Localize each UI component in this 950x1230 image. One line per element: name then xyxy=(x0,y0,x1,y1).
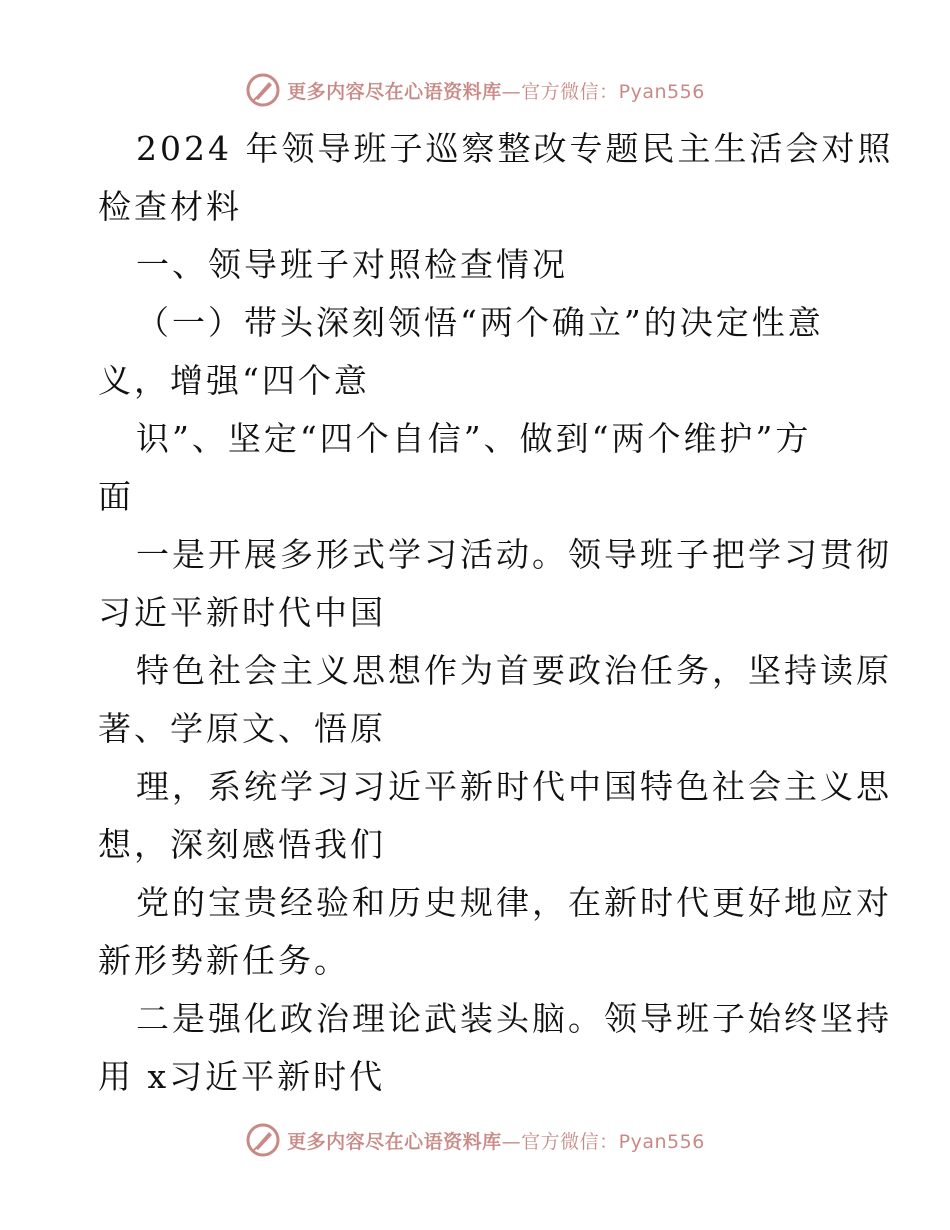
document-line: 党的宝贵经验和历史规律，在新时代更好地应对 xyxy=(136,883,892,922)
watermark-separator: — xyxy=(501,80,522,103)
watermark-text xyxy=(287,1127,705,1154)
document-line: 面 xyxy=(98,477,134,516)
document-line: 一、领导班子对照检查情况 xyxy=(136,245,568,284)
watermark-text xyxy=(287,77,705,104)
watermark-header xyxy=(0,68,950,112)
quill-seal-icon xyxy=(245,1122,281,1158)
document-line: （一）带头深刻领悟“两个确立”的决定性意 xyxy=(136,303,824,342)
watermark-suffix: 官方微信：Pyan556 xyxy=(521,80,705,103)
document-line: 新形势新任务。 xyxy=(98,941,350,980)
document-line: 想，深刻感悟我们 xyxy=(98,825,386,864)
watermark-suffix: 官方微信：Pyan556 xyxy=(521,1130,705,1153)
document-body xyxy=(98,120,894,1106)
document-line: 一是开展多形式学习活动。领导班子把学习贯彻 xyxy=(136,535,892,574)
watermark-footer xyxy=(0,1118,950,1162)
quill-seal-icon xyxy=(245,72,281,108)
document-line: 著、学原文、悟原 xyxy=(98,709,386,748)
watermark-main: 更多内容尽在心语资料库 xyxy=(287,80,502,103)
document-line: 用 x习近平新时代 xyxy=(98,1057,386,1096)
document-line: 二是强化政治理论武装头脑。领导班子始终坚持 xyxy=(136,999,892,1038)
document-line: 理，系统学习习近平新时代中国特色社会主义思 xyxy=(136,767,892,806)
watermark-separator: — xyxy=(501,1130,522,1153)
document-line: 2024 年领导班子巡察整改专题民主生活会对照 xyxy=(136,129,894,168)
document-line: 检查材料 xyxy=(98,187,242,226)
document-line: 特色社会主义思想作为首要政治任务，坚持读原 xyxy=(136,651,892,690)
watermark-main: 更多内容尽在心语资料库 xyxy=(287,1130,502,1153)
document-line: 识”、坚定“四个自信”、做到“两个维护”方 xyxy=(136,419,812,458)
document-line: 义，增强“四个意 xyxy=(98,361,370,400)
document-line: 习近平新时代中国 xyxy=(98,593,386,632)
